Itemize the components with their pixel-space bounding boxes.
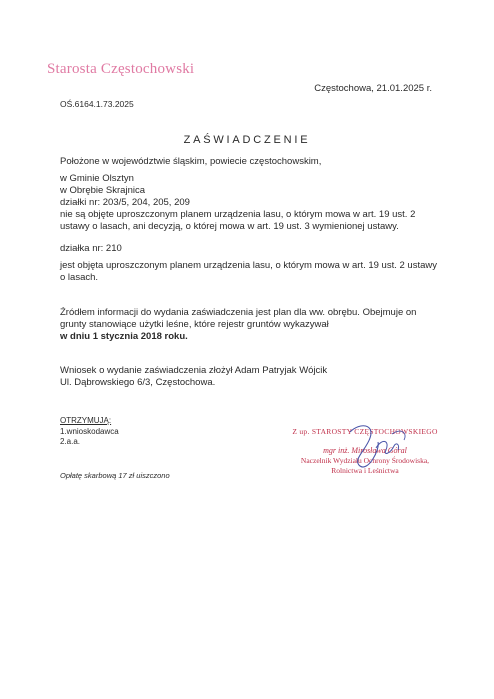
gmina-line: w Gminie Olsztyn: [60, 173, 134, 184]
starosta-logo: Starosta Częstochowski: [47, 61, 195, 77]
handwritten-signature: [330, 420, 420, 475]
recipients-list: [60, 416, 119, 448]
recipient-item: 1.wnioskodawca: [60, 426, 119, 436]
reference-number: OŚ.6164.1.73.2025: [60, 99, 134, 109]
statement-1: nie są objęte uproszczonym planem urządzenia lasu, o którym mowa w art. 19 ust. 2 ustawy o lasach, ani decyzją, o której mowa w art. 19 ust. 3 wymienionej ustawy.: [60, 209, 416, 232]
recipient-item: 2.a.a.: [60, 437, 81, 446]
stamp-line-authority: Z up. STAROSTY CZĘSTOCHOWSKIEGO: [292, 427, 438, 436]
source-date: w dniu 1 stycznia 2018 roku.: [60, 331, 188, 342]
location-intro: Położone w województwie śląskim, powiecie częstochowskim,: [60, 156, 322, 167]
statement-2: jest objęta uproszczonym planem urządzenia lasu, o którym mowa w art. 19 ust. 2 ustawy o lasach.: [60, 260, 438, 283]
source-info: Źródłem informacji do wydania zaświadczenia jest plan dla ww. obrębu. Obejmuje on grunty stanowiące użytki leśne, które rejestr gruntów wykazywał: [60, 307, 417, 330]
obreb-line: w Obrębie Skrajnica: [60, 185, 146, 196]
document-title: ZAŚWIADCZENIE: [183, 134, 311, 146]
stamp-line-name: mgr inż. Mirosława Góral: [323, 446, 407, 455]
stamp-line-department: Rolnictwa i Leśnictwa: [331, 466, 399, 475]
plots-line-1: działki nr: 203/5, 204, 205, 209: [60, 197, 190, 208]
applicant-address: Ul. Dąbrowskiego 6/3, Częstochowa.: [60, 377, 216, 388]
plots-line-2: działka nr: 210: [60, 243, 122, 254]
applicant-line: Wniosek o wydanie zaświadczenia złożył Adam Patryjak Wójcik: [60, 365, 328, 376]
document-body: [60, 156, 438, 389]
fee-note: Opłatę skarbową 17 zł uiszczono: [60, 471, 170, 480]
recipients-heading: OTRZYMUJĄ:: [60, 416, 112, 425]
document-date: Częstochowa, 21.01.2025 r.: [314, 83, 432, 94]
stamp-line-position: Naczelnik Wydziału Ochrony Środowiska,: [300, 456, 430, 465]
